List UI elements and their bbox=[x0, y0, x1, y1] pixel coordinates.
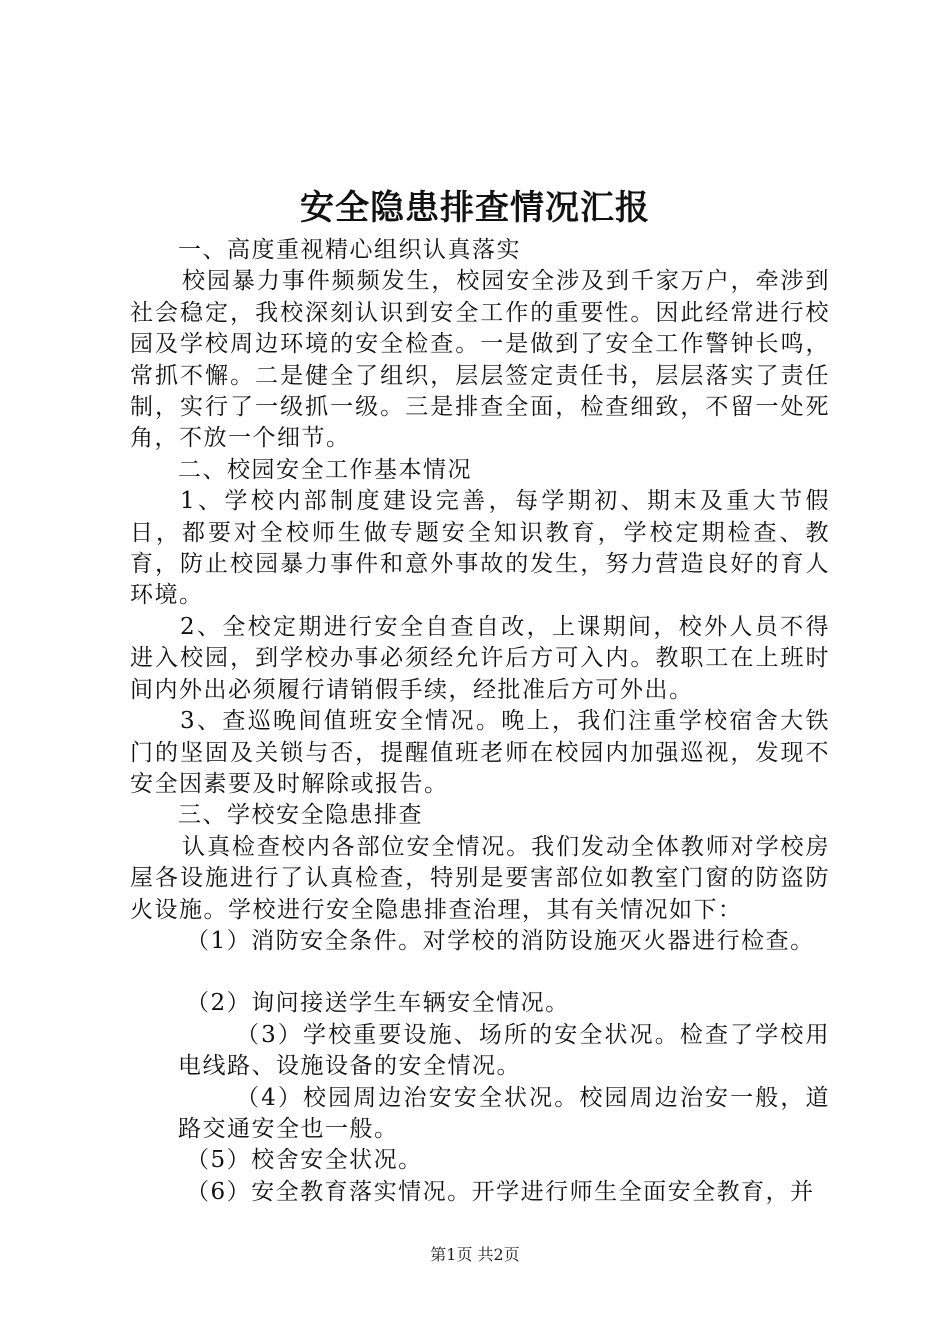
document-body bbox=[130, 235, 830, 1208]
paragraph: 2、全校定期进行安全自查自改，上课期间，校外人员不得进入校园，到学校办事必须经允许后方可入内。教职工在上班时间内外出必须履行请销假手续，经批准后方可外出。 bbox=[130, 613, 830, 703]
list-item: （2）询问接送学生车辆安全情况。 bbox=[186, 990, 570, 1017]
section-heading-2: 二、校园安全工作基本情况 bbox=[178, 456, 472, 483]
document-title: 安全隐患排查情况汇报 bbox=[300, 188, 650, 228]
spacer bbox=[130, 957, 830, 988]
section-heading-3: 三、学校安全隐患排查 bbox=[178, 802, 423, 829]
paragraph: 认真检查校内各部位安全情况。我们发动全体教师对学校房屋各设施进行了认真检查，特别是要害部位如教室门窗的防盗防火设施。学校进行安全隐患排查治理，其有关情况如下： bbox=[130, 833, 830, 923]
paragraph: 3、查巡晚间值班安全情况。晚上，我们注重学校宿舍大铁门的坚固及关锁与否，提醒值班老师在校园内加强巡视，发现不安全因素要及时解除或报告。 bbox=[130, 708, 830, 797]
list-item: （4）校园周边治安安全状况。校园周边治安一般，道路交通安全也一般。 bbox=[178, 1084, 830, 1142]
paragraph: 校园暴力事件频频发生，校园安全涉及到千家万户，牵涉到社会稳定，我校深刻认识到安全工作的重要性。因此经常进行校园及学校周边环境的安全检查。一是做到了安全工作警钟长鸣，常抓不懈。二是健全了组织，层层签定责任书，层层落实了责任制，实行了一级抓一级。三是排查全面，检查细致，不留一处死角，不放一个细节。 bbox=[130, 268, 830, 452]
list-item: （1）消防安全条件。对学校的消防设施灭火器进行检查。 bbox=[186, 927, 815, 954]
paragraph: 1、学校内部制度建设完善，每学期初、期末及重大节假日，都要对全校师生做专题安全知识教育，学校定期检查、教育，防止校园暴力事件和意外事故的发生，努力营造良好的育人环境。 bbox=[130, 488, 830, 609]
list-item: （6）安全教育落实情况。开学进行师生全面安全教育，并 bbox=[186, 1178, 815, 1205]
list-item: （3）学校重要设施、场所的安全状况。检查了学校用电线路、设施设备的安全情况。 bbox=[178, 1021, 830, 1080]
list-item: （5）校舍安全状况。 bbox=[186, 1147, 423, 1174]
section-heading-1: 一、高度重视精心组织认真落实 bbox=[178, 237, 521, 263]
page-footer: 第1页 共2页 bbox=[430, 1245, 520, 1264]
